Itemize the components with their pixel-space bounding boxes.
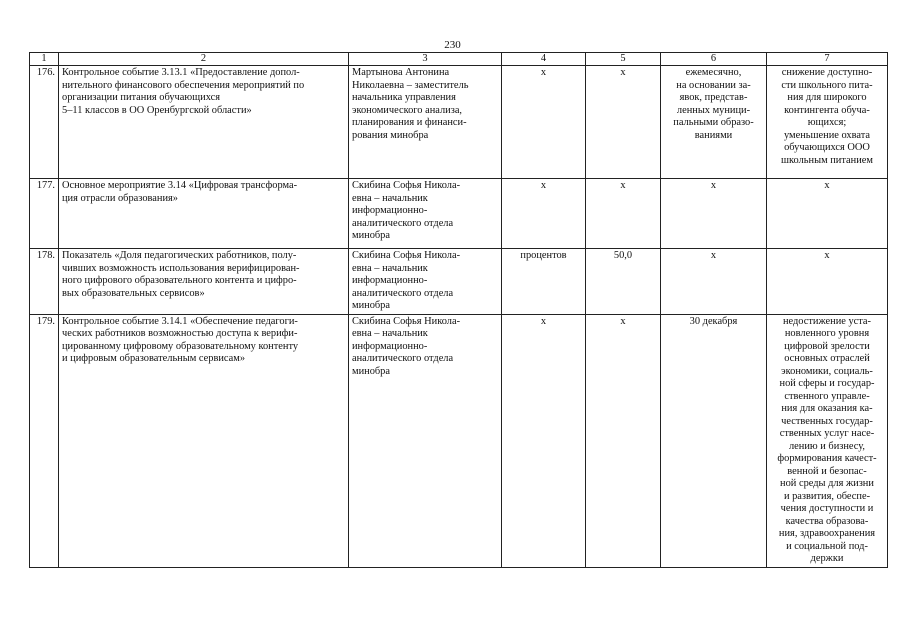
risk-cell (767, 314, 888, 567)
cell-line: х (620, 180, 626, 191)
event-description-cell (59, 66, 349, 179)
cell-line: информационно- (352, 340, 428, 352)
cell-line: ния для оказания ка- (781, 403, 873, 414)
cell-line: евна – начальник (352, 262, 428, 274)
cell-line: новленного уровня (784, 328, 870, 339)
deadline-cell (661, 249, 767, 315)
event-description-cell (59, 249, 349, 315)
cell-line: ственного управле- (784, 390, 870, 402)
cell-line: явок, представ- (679, 92, 748, 103)
row-number-cell: 176. (30, 66, 59, 179)
cell-line: начальника управления (352, 92, 456, 103)
header-cell-1: 1 (30, 53, 59, 66)
cell-line: планирования и финанси- (352, 117, 467, 128)
cell-line: держки (810, 553, 844, 564)
header-cell-3: 3 (349, 53, 502, 66)
cell-line: х (710, 250, 717, 261)
cell-line: ция отрасли образования» (62, 192, 178, 204)
cell-line: снижение доступно- (781, 67, 873, 78)
cell-line: аналитического отдела (352, 287, 454, 299)
cell-line: х (824, 180, 830, 191)
unit-cell (502, 249, 586, 315)
cell-line: сти школьного пита- (781, 79, 873, 91)
cell-line: х (540, 180, 547, 191)
cell-line: лению и бизнесу, (788, 440, 866, 452)
cell-line: х (824, 250, 830, 261)
responsible-person-cell (349, 249, 502, 315)
table-row (30, 66, 888, 179)
cell-line: недостижение уста- (782, 315, 872, 327)
cell-line: рования минобра (352, 129, 429, 141)
cell-line: х (540, 315, 547, 327)
cell-line: ленных муници- (676, 104, 751, 116)
cell-line: школьным питанием (781, 154, 873, 166)
cell-line: ния для широкого (787, 92, 867, 103)
cell-line: ного цифрового образовательного контента и цифро- (62, 275, 297, 286)
responsible-person-cell (349, 66, 502, 179)
cell-line: ваниями (694, 129, 733, 141)
cell-line: ственных услуг насе- (779, 428, 875, 439)
cell-line: аналитического отдела (352, 217, 454, 229)
cell-line: ющихся; (807, 117, 847, 128)
cell-line: процентов (520, 250, 567, 261)
cell-line: минобра (352, 365, 390, 377)
page-number: 230 (444, 39, 461, 51)
row-number-cell: 178. (30, 249, 59, 315)
cell-line: евна – начальник (352, 192, 428, 204)
cell-line: уменьшение охвата (783, 129, 870, 141)
cell-line: чественных государ- (781, 415, 873, 427)
measures-table (29, 52, 888, 568)
cell-line: 5–11 классов в ОО Оренбургской области» (62, 104, 252, 116)
cell-line: и социальной под- (786, 540, 868, 552)
risk-cell (767, 179, 888, 249)
cell-line: вых образовательных сервисов» (62, 287, 205, 299)
risk-cell (767, 66, 888, 179)
cell-line: организации питания обучающихся (62, 92, 221, 103)
cell-line: качества образова- (785, 515, 869, 527)
cell-line: 30 декабря (689, 315, 738, 327)
cell-line: ния, здравоохранения (778, 528, 876, 539)
header-cell-2: 2 (59, 53, 349, 66)
header-row (30, 53, 888, 66)
cell-line: чивших возможность использования верифицирован- (62, 262, 300, 274)
unit-cell (502, 66, 586, 179)
risk-cell (767, 249, 888, 315)
cell-line: Контрольное событие 3.14.1 «Обеспечение педагоги- (62, 315, 298, 327)
cell-line: экономики, социаль- (781, 365, 873, 377)
cell-line: и цифровым образовательным сервисам» (62, 353, 246, 364)
unit-cell (502, 314, 586, 567)
cell-line: ческих работников возможностью доступа к верифи- (62, 328, 298, 339)
cell-line: пальными образо- (673, 117, 754, 128)
cell-line: экономического анализа, (352, 104, 463, 116)
cell-line: основных отраслей (784, 353, 870, 364)
cell-line: минобра (352, 300, 390, 311)
cell-line: ной сферы и государ- (779, 378, 875, 389)
cell-line: х (540, 67, 547, 78)
cell-line: Скибина Софья Никола- (352, 250, 461, 261)
cell-line: формирования качест- (777, 453, 877, 464)
row-number-cell: 179. (30, 314, 59, 567)
table-row (30, 249, 888, 315)
responsible-person-cell (349, 179, 502, 249)
event-description-cell (59, 179, 349, 249)
cell-line: и развития, обеспе- (783, 490, 871, 502)
cell-line: цифровой зрелости (784, 340, 870, 352)
cell-line: нительного финансового обеспечения мероприятий по (62, 79, 305, 91)
cell-line: информационно- (352, 275, 428, 286)
cell-line: ежемесячно, (685, 67, 742, 78)
value-cell (586, 249, 661, 315)
cell-line: х (620, 67, 626, 78)
deadline-cell (661, 179, 767, 249)
table-row (30, 179, 888, 249)
cell-line: Контрольное событие 3.13.1 «Предоставление допол- (62, 67, 300, 78)
cell-line: ной среды для жизни (780, 478, 874, 489)
cell-line: евна – начальник (352, 328, 428, 339)
cell-line: Скибина Софья Никола- (352, 315, 461, 327)
cell-line: информационно- (352, 205, 428, 216)
cell-line: венной и безопас- (787, 465, 867, 477)
cell-line: чения доступности и (780, 503, 874, 514)
header-cell-7: 7 (767, 53, 888, 66)
unit-cell (502, 179, 586, 249)
cell-line: х (710, 180, 717, 191)
deadline-cell (661, 66, 767, 179)
event-description-cell (59, 314, 349, 567)
header-cell-6: 6 (661, 53, 767, 66)
cell-line: Николаевна – заместитель (352, 79, 469, 91)
cell-line: 50,0 (613, 250, 633, 261)
table-row (30, 314, 888, 567)
cell-line: минобра (352, 230, 390, 241)
cell-line: х (620, 315, 626, 327)
table-body (30, 66, 888, 568)
cell-line: аналитического отдела (352, 353, 454, 364)
cell-line: обучающихся ООО (784, 142, 870, 153)
cell-line: Скибина Софья Никола- (352, 180, 461, 191)
cell-line: цированному цифровому образовательному контенту (62, 340, 299, 352)
header-cell-5: 5 (586, 53, 661, 66)
value-cell (586, 314, 661, 567)
cell-line: Мартынова Антонина (352, 67, 450, 78)
deadline-cell (661, 314, 767, 567)
value-cell (586, 179, 661, 249)
cell-line: Основное мероприятие 3.14 «Цифровая трансформа- (62, 180, 298, 191)
header-cell-4: 4 (502, 53, 586, 66)
value-cell (586, 66, 661, 179)
cell-line: Показатель «Доля педагогических работников, полу- (62, 250, 297, 261)
cell-line: контингента обуча- (784, 104, 870, 116)
row-number-cell: 177. (30, 179, 59, 249)
cell-line: на основании за- (676, 79, 751, 91)
responsible-person-cell (349, 314, 502, 567)
